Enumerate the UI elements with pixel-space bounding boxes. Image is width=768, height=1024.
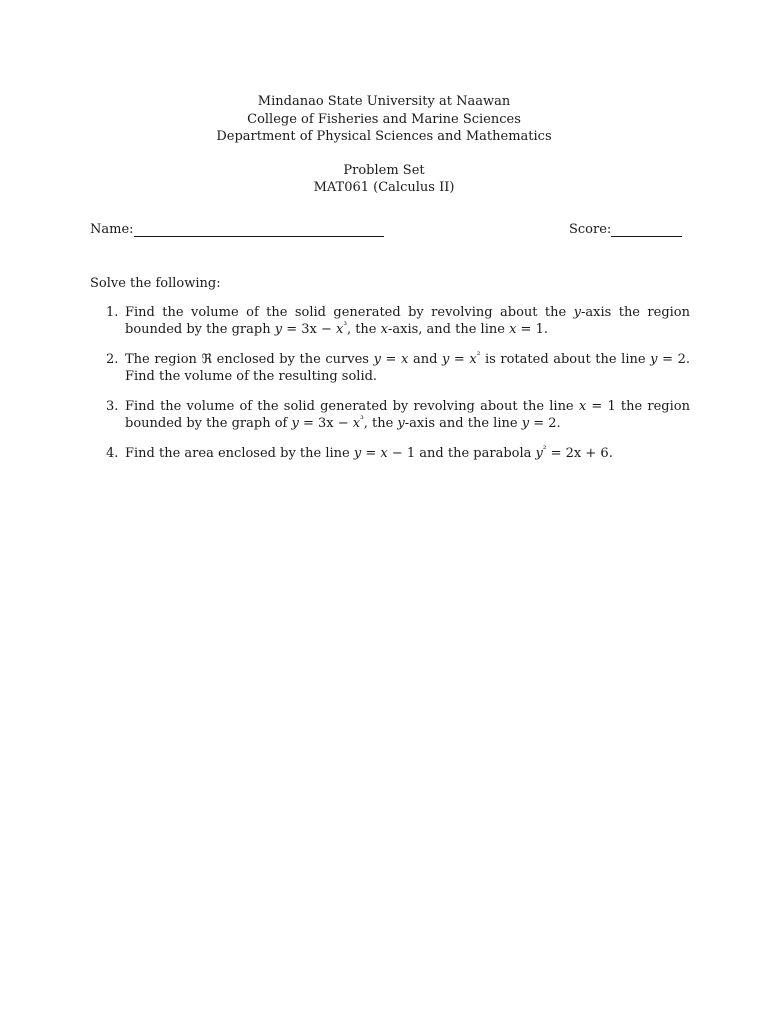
math-exponent: ² xyxy=(542,445,547,455)
name-blank-line[interactable] xyxy=(134,236,384,237)
math-variable: y xyxy=(353,446,362,461)
problem-text: The region ℜ enclosed by the curves y = x and $y = x^{^2}$ is rotated about the line y = 2. Find the volume of the resulting solid. xyxy=(125,351,690,384)
math-variable: y xyxy=(573,305,581,320)
math-exponent: ³ xyxy=(343,321,347,331)
math-variable: y xyxy=(397,416,405,431)
math-variable: y xyxy=(373,352,381,367)
score-blank-line[interactable] xyxy=(611,236,682,237)
math-variable: x xyxy=(401,352,409,367)
name-label: Name: xyxy=(90,222,134,237)
math-variable: y xyxy=(535,446,543,461)
university-name: Mindanao State University at Naawan xyxy=(257,94,511,109)
document-type: Problem Set xyxy=(343,162,425,178)
problem-item xyxy=(90,445,690,462)
problem-number: 3. xyxy=(106,399,119,414)
math-variable: y xyxy=(650,352,658,367)
problem-text: Find the volume of the solid generated by revolving about the line x = 1 the region bounded by the graph of $y = 3x - x^{^3}$, the y-axis and the line y = 2. xyxy=(125,399,690,431)
math-variable: y xyxy=(274,322,283,337)
score-label: Score: xyxy=(569,222,612,237)
math-variable: x xyxy=(335,322,344,337)
problem-item xyxy=(90,398,690,432)
math-exponent: ² xyxy=(476,351,481,361)
header-spacer xyxy=(0,146,768,162)
college-name: College of Fisheries and Marine Sciences xyxy=(247,111,521,127)
student-info-row xyxy=(90,222,682,242)
math-variable: y xyxy=(291,416,299,431)
math-exponent: ³ xyxy=(360,415,364,425)
math-variable: x xyxy=(578,399,587,414)
problem-item xyxy=(90,304,690,338)
math-variable: y xyxy=(521,416,530,431)
problem-number: 2. xyxy=(106,352,119,367)
problem-number: 4. xyxy=(106,446,119,461)
problem-item xyxy=(90,351,690,385)
instruction-text: Solve the following: xyxy=(90,276,221,291)
math-variable: y xyxy=(441,352,450,367)
course-title: MAT061 (Calculus II) xyxy=(313,180,455,195)
problem-text: Find the area enclosed by the line y = x − 1 and the parabola $y^{^2} = 2x + 6$. xyxy=(125,445,613,461)
document-header xyxy=(0,93,768,197)
problem-number: 1. xyxy=(106,305,119,320)
problem-text: Find the volume of the solid generated by revolving about the y-axis the region bounded by the graph $y = 3x - x^{^3}$, the x-axis, and the line x = 1. xyxy=(125,305,691,337)
math-variable: x xyxy=(380,446,388,461)
math-variable: x xyxy=(352,416,361,431)
department-name: Department of Physical Sciences and Mathematics xyxy=(216,129,552,144)
problem-list xyxy=(90,304,690,475)
math-variable: x xyxy=(469,352,477,367)
math-variable: x xyxy=(380,322,388,337)
math-variable: x xyxy=(509,322,517,337)
